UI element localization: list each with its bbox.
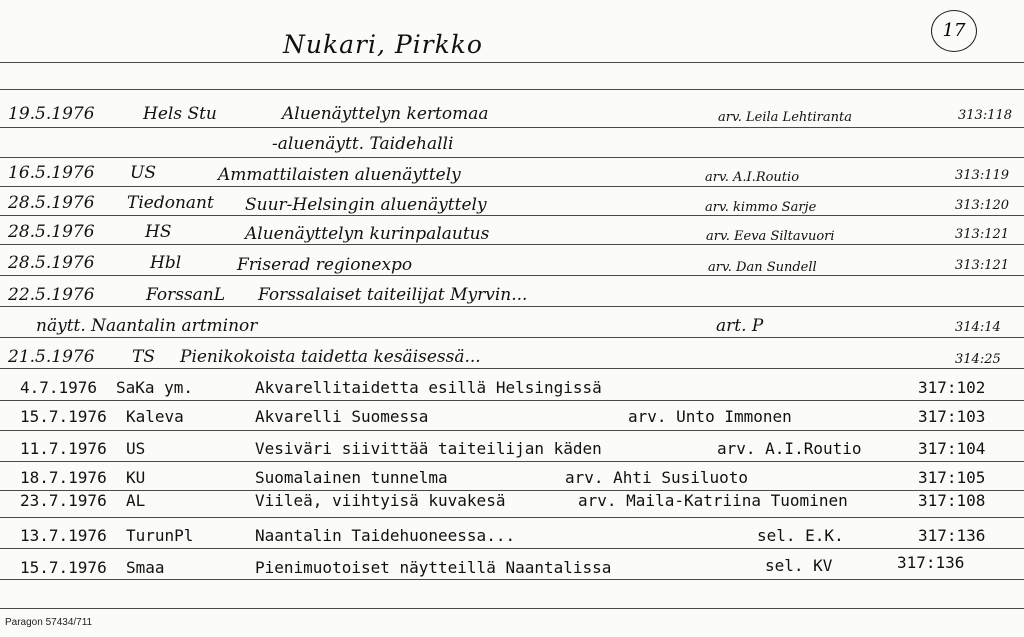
entry-source: US (126, 439, 146, 458)
entry-reviewer: arv. Maila-Katriina Tuominen (578, 491, 848, 510)
rule-line (0, 461, 1024, 462)
entry-source: HS (145, 222, 172, 242)
entry-title: Viileä, viihtyisä kuvakesä (255, 491, 506, 510)
entry-source: KU (126, 468, 146, 487)
entry-reviewer: arv. A.I.Routio (705, 170, 800, 185)
entry-reviewer: arv. kimmo Sarje (705, 200, 817, 215)
entry-ref: 314:14 (955, 320, 1001, 335)
entry-source: TS (132, 347, 155, 367)
rule-line (0, 306, 1024, 307)
card-name: Nukari, Pirkko (283, 30, 483, 59)
entry-ref: 317:102 (918, 378, 986, 397)
rule-line (0, 517, 1024, 518)
entry-source: Hbl (150, 253, 182, 273)
entry-source: ForssanL (146, 285, 226, 305)
entry-reviewer: arv. A.I.Routio (717, 439, 862, 458)
entry-title: Suur-Helsingin aluenäyttely (245, 195, 487, 215)
entry-reviewer: arv. Unto Immonen (628, 407, 792, 426)
entry-date: 11.7.1976 (20, 439, 107, 458)
entry-source: TurunPl (126, 526, 194, 545)
entry-reviewer: arv. Leila Lehtiranta (718, 110, 852, 125)
rule-line (0, 186, 1024, 187)
entry-reviewer: arv. Ahti Susiluoto (565, 468, 749, 487)
entry-date: 13.7.1976 (20, 526, 107, 545)
entry-title: Friserad regionexpo (237, 255, 413, 275)
entry-date: 23.7.1976 (20, 491, 107, 510)
entry-title: Ammattilaisten aluenäyttely (218, 165, 461, 185)
card-number: 17 (942, 20, 966, 41)
entry-reviewer: arv. Eeva Siltavuori (706, 229, 835, 244)
entry-source: Hels Stu (143, 104, 217, 124)
entry-source: Smaa (126, 558, 165, 577)
entry-date: 18.7.1976 (20, 468, 107, 487)
entry-date: 28.5.1976 (8, 222, 95, 242)
entry-source: Tiedonant (127, 193, 214, 213)
entry-title: Naantalin Taidehuoneessa... (255, 526, 516, 545)
entry-reviewer: arv. Dan Sundell (708, 260, 817, 275)
rule-line (0, 548, 1024, 549)
entry-date: 19.5.1976 (8, 104, 95, 124)
entry-title: Akvarelli Suomessa (255, 407, 429, 426)
entry-date: 16.5.1976 (8, 163, 95, 183)
entry-date: 4.7.1976 (20, 378, 98, 397)
entry-ref: 317:136 (918, 526, 986, 545)
entry-ref: 313:121 (955, 227, 1010, 242)
entry-date: 15.7.1976 (20, 558, 107, 577)
entry-reviewer: sel. E.K. (757, 526, 844, 545)
rule-line (0, 337, 1024, 338)
entry-title: Suomalainen tunnelma (255, 468, 448, 487)
rule-line (0, 579, 1024, 580)
entry-title: Vesiväri siivittää taiteilijan käden (255, 439, 602, 458)
entry-ref: 317:103 (918, 407, 986, 426)
entry-ref: 317:104 (918, 439, 986, 458)
entry-ref: 313:120 (955, 198, 1010, 213)
entry-source: AL (126, 491, 146, 510)
card-footer-print: Paragon 57434/711 (5, 617, 93, 628)
rule-line (0, 430, 1024, 431)
rule-line (0, 400, 1024, 401)
entry-date: 28.5.1976 (8, 193, 95, 213)
entry-reviewer: sel. KV (765, 556, 833, 575)
entry-title-continuation: -aluenäytt. Taidehalli (272, 134, 454, 154)
entry-title: Forssalaiset taiteilijat Myrvin... (258, 285, 528, 305)
entry-date: 15.7.1976 (20, 407, 107, 426)
entry-ref: 313:121 (955, 258, 1010, 273)
entry-ref: 313:119 (955, 168, 1010, 183)
rule-line (0, 275, 1024, 276)
entry-title: Akvarellitaidetta esillä Helsingissä (255, 378, 602, 397)
entry-title: Aluenäyttelyn kertomaa (282, 104, 489, 124)
card-number-circle (931, 10, 977, 52)
entry-source: US (130, 163, 156, 183)
rule-line (0, 608, 1024, 609)
rule-line (0, 127, 1024, 128)
entry-date: 28.5.1976 (8, 253, 95, 273)
entry-date: 22.5.1976 (8, 285, 95, 305)
entry-title: Aluenäyttelyn kurinpalautus (245, 224, 490, 244)
rule-line (0, 490, 1024, 491)
entry-title-continuation: näytt. Naantalin artminor (36, 316, 258, 336)
entry-source: SaKa ym. (116, 378, 194, 397)
entry-ref: 314:25 (955, 352, 1001, 367)
entry-title: Pienikokoista taidetta kesäisessä... (180, 347, 481, 367)
entry-reviewer: art. P (716, 316, 764, 336)
rule-line (0, 62, 1024, 63)
rule-line (0, 244, 1024, 245)
entry-source: Kaleva (126, 407, 184, 426)
entry-date: 21.5.1976 (8, 347, 95, 367)
rule-line (0, 157, 1024, 158)
entry-ref: 317:136 (897, 553, 965, 572)
rule-line (0, 89, 1024, 90)
entry-title: Pienimuotoiset näytteillä Naantalissa (255, 558, 612, 577)
entry-ref: 317:105 (918, 468, 986, 487)
entry-ref: 313:118 (958, 108, 1013, 123)
rule-line (0, 215, 1024, 216)
rule-line (0, 368, 1024, 369)
entry-ref: 317:108 (918, 491, 986, 510)
